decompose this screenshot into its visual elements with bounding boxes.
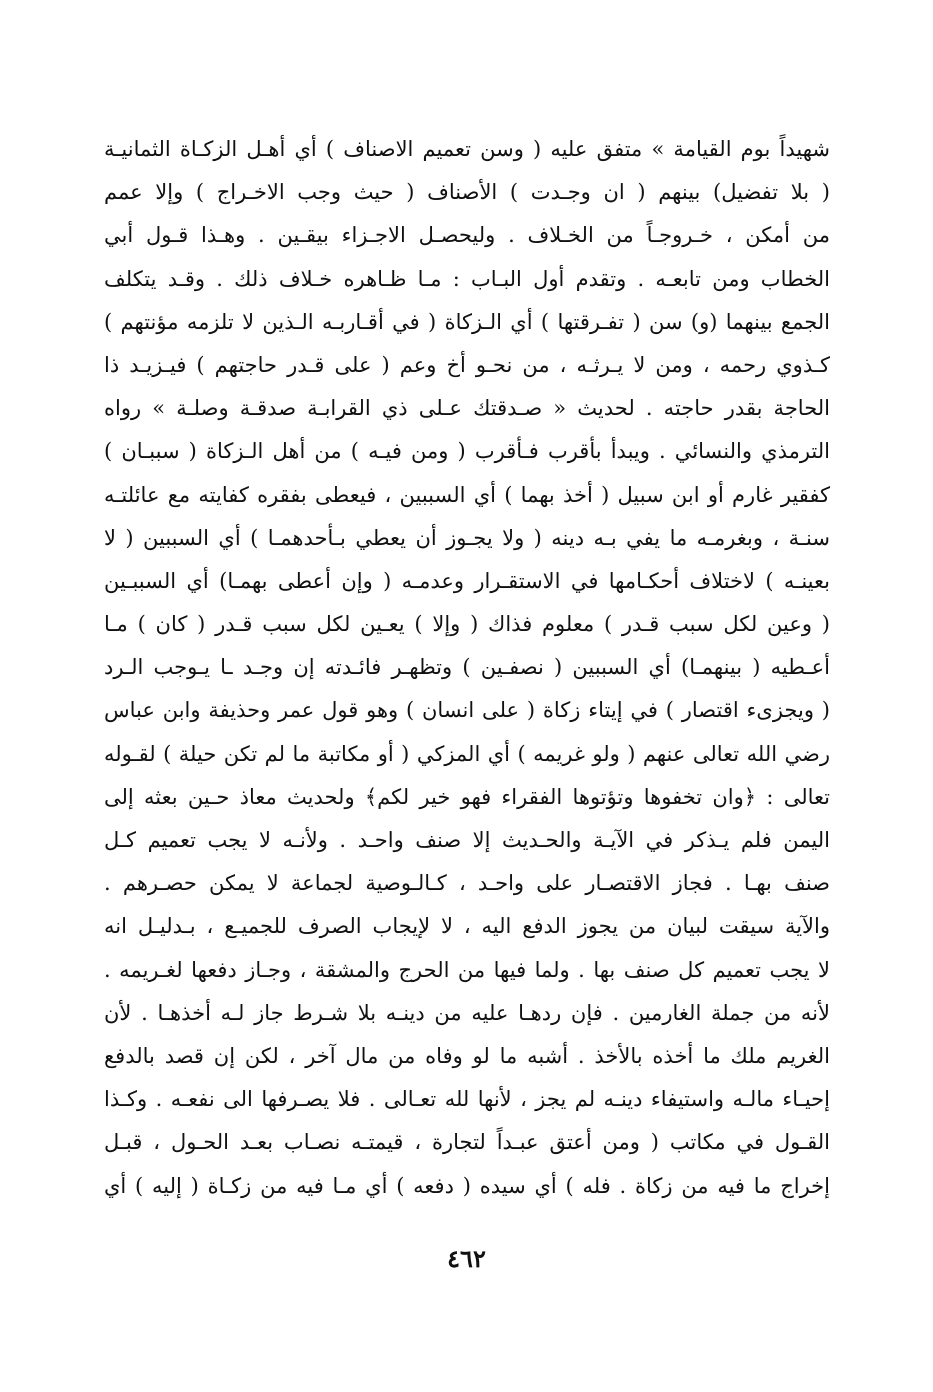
text-line: سنـة ، وبغرمـه ما يفي بـه دينه ( ولا يجـوز أن يعطي بـأحدهمـا ) أي السببين ( لا bbox=[104, 525, 830, 550]
text-line: والآية سيقت لبيان من يجوز الدفع اليه ، لا لإيجاب الصرف للجميـع ، بـدليـل انه bbox=[104, 914, 830, 939]
text-line: كفقير غارم أو ابن سبيل ( أخذ بهما ) أي السببين ، فيعطى بفقره كفايته مع عائلتـه bbox=[104, 482, 830, 507]
text-line: القـول في مكاتب ( ومن أعتق عبـداً لتجارة ، قيمتـه نصـاب بعـد الحـول ، قبـل bbox=[104, 1130, 830, 1155]
text-line: الغريم ملك ما أخذه بالأخذ . أشبه ما لو وفاه من مال آخر ، لكن إن قصد بالدفع bbox=[104, 1043, 830, 1068]
text-line: رضي الله تعالى عنهم ( ولو غريمه ) أي المزكي ( أو مكاتبة ما لم تكن حيلة ) لقـوله bbox=[104, 741, 830, 766]
body-text bbox=[104, 128, 830, 1208]
text-line: ( وعين لكل سبب قـدر ) معلوم فذاك ( وإلا ) يعـين لكل سبب قـدر ( كان ) مـا bbox=[104, 612, 830, 637]
text-line: اليمن فلم يـذكر في الآيـة والحـديث إلا صنف واحـد . ولأنـه لا يجب تعميم كـل bbox=[104, 828, 830, 852]
text-line: أعـطيه ( بينهمـا) أي السببين ( نصفـين ) وتظهـر فائـدته إن وجـد ـا يـوجب الـرد bbox=[104, 655, 830, 680]
text-line: الخطاب ومن تابعـه . وتقدم أول البـاب : مـا ظـاهره خـلاف ذلك . وقـد يتكلف bbox=[104, 266, 830, 291]
text-line: صنف بهـا . فجاز الاقتصـار على واحـد ، كـالـوصية لجماعة لا يمكن حصـرهم . bbox=[104, 871, 830, 896]
page-number: ٤٦٢ bbox=[447, 1244, 486, 1273]
text-line: ( بلا تفضيل) بينهم ( ان وجـدت ) الأصناف ( حيث وجب الاخـراج ) وإلا عمم bbox=[104, 180, 830, 205]
text-line: لأنه من جملة الغارمين . فإن ردهـا عليه من دينـه بلا شـرط جاز لـه أخذهـا . لأن bbox=[104, 1000, 830, 1025]
text-line: إخراج ما فيه من زكاة . فله ) أي سيده ( دفعه ) أي مـا فيه من زكـاة ( إليه ) أي bbox=[104, 1173, 830, 1198]
text-line: ( ويجزىء اقتصار ) في إيتاء زكاة ( على انسان ) وهو قول عمر وحذيفة وابن عباس bbox=[104, 698, 830, 723]
text-line: شهيداً بوم القيامة » متفق عليه ( وسن تعميم الاصناف ) أي أهـل الزكـاة الثمانيـة bbox=[104, 137, 830, 161]
text-line: لا يجب تعميم كل صنف بها . ولما فيها من الحرج والمشقة ، وجـاز دفعها لغـريمه . bbox=[104, 957, 830, 982]
text-line: إحيـاء مالـه واستيفاء دينـه لم يجز ، لأنها لله تعـالى . فلا يصـرفها الى نفعـه . وكـذا bbox=[104, 1087, 830, 1112]
text-line: تعالى : ﴿وان تخفوها وتؤتوها الفقراء فهو خير لكم﴾ ولحديث معاذ حـين بعثه إلى bbox=[104, 784, 830, 809]
text-line: كـذوي رحمه ، ومن لا يـرثـه ، من نحـو أخ وعم ( على قـدر حاجتهم ) فيـزيـد ذا bbox=[104, 352, 830, 377]
text-line: الترمذي والنسائي . ويبدأ بأقرب فـأقرب ( ومن فيـه ) من أهل الـزكاة ( سببـان ) bbox=[104, 439, 830, 464]
text-line: من أمكن ، خـروجـاً من الخـلاف . وليحصـل الاجـزاء بيقـين . وهـذا قـول أبي bbox=[104, 223, 830, 248]
text-line: بعينـه ) لاختلاف أحكـامها في الاستقـرار وعدمـه ( وإن أعطى بهمـا) أي السببـين bbox=[104, 568, 830, 593]
text-line: الجمع بينهما (و) سن ( تفـرقتها ) أي الـزكاة ( في أقـاربـه الـذين لا تلزمه مؤنتهم ) bbox=[104, 309, 830, 334]
text-line: الحاجة بقدر حاجته . لحديث « صـدقتك عـلى ذي القرابـة صدقـة وصلـة » رواه bbox=[104, 396, 830, 421]
